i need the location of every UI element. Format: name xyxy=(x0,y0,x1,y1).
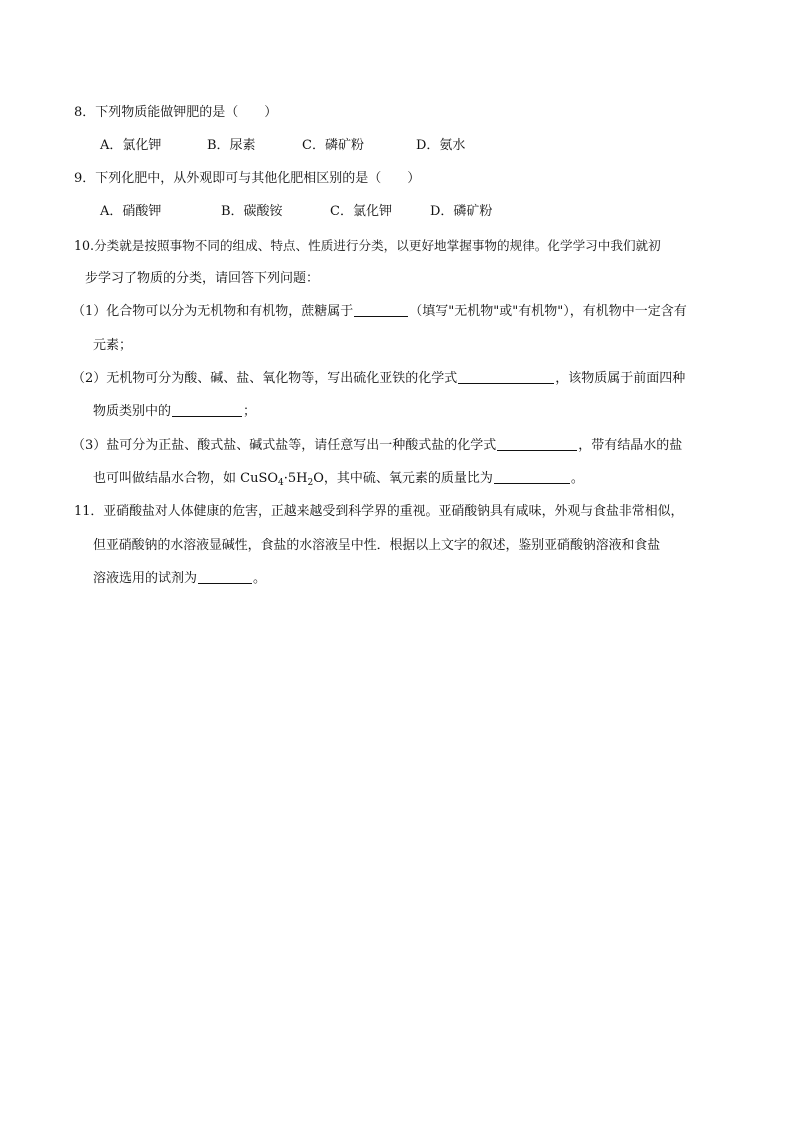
q10-part3-text-b: ，带有结晶水的盐 xyxy=(578,438,683,453)
question-10-intro-line1: 10.分类就是按照事物不同的组成、特点、性质进行分类，以更好地掌握事物的规律。化学学习中我们就初 xyxy=(74,238,661,253)
q10-part1-line1 xyxy=(72,302,687,322)
q10-part1-text-b: （填写"无机物"或"有机物"），有机物中一定含有 xyxy=(409,304,687,319)
answer-blank-substance-category[interactable] xyxy=(172,402,242,417)
q10-part2-text-b: ，该物质属于前面四种 xyxy=(555,371,686,386)
q10-part2-text-a: （2）无机物可分为酸、碱、盐、氧化物等，写出硫化亚铁的化学式 xyxy=(72,371,458,386)
q9-option-c: C．氯化钾 xyxy=(330,204,392,219)
q8-option-b: B．尿素 xyxy=(207,138,256,153)
q10-part2-text-c: 物质类别中的 xyxy=(93,404,172,419)
q9-option-b: B．碳酸铵 xyxy=(221,204,283,219)
q10-part3-text-e: 。 xyxy=(570,471,584,486)
answer-blank-mass-ratio[interactable] xyxy=(494,469,570,484)
q10-part2-line2 xyxy=(93,402,256,422)
q10-part3-text-a: （3）盐可分为正盐、酸式盐、碱式盐等，请任意写出一种酸式盐的化学式 xyxy=(72,438,497,453)
question-8-stem: 8．下列物质能做钾肥的是（ ） xyxy=(74,105,278,120)
q8-option-a: A．氯化钾 xyxy=(100,138,162,153)
answer-blank-sucrose-class[interactable] xyxy=(354,302,408,317)
answer-blank-reagent[interactable] xyxy=(198,569,252,584)
formula-subscript: 4 xyxy=(278,478,284,488)
question-10-intro-line2: 步学习了物质的分类，请回答下列问题： xyxy=(85,271,320,286)
question-11-line1: 11．亚硝酸盐对人体健康的危害，正越来越受到科学界的重视。亚硝酸钠具有咸味，外观与食盐非常相似， xyxy=(74,504,684,519)
q10-part3-line1 xyxy=(72,436,682,456)
q10-part2-line1 xyxy=(72,369,685,389)
q10-part2-text-d: ； xyxy=(243,404,257,419)
q10-part1-text-a: （1）化合物可以分为无机物和有机物，蔗糖属于 xyxy=(72,304,354,319)
q9-option-a: A．硝酸钾 xyxy=(100,204,162,219)
q11-text-b: 。 xyxy=(253,571,267,586)
q10-part1-line2: 元素； xyxy=(93,338,133,353)
q10-part3-line2 xyxy=(93,469,584,493)
q11-text-a: 溶液选用的试剂为 xyxy=(93,571,198,586)
q10-part3-text-d: O，其中硫、氧元素的质量比为 xyxy=(313,471,493,486)
question-11-line3 xyxy=(93,569,266,589)
q10-part3-text-c: 也可叫做结晶水合物，如 CuSO xyxy=(93,471,279,486)
answer-blank-ferrous-sulfide-formula[interactable] xyxy=(458,369,554,384)
formula-hydrate-dot: ·5H xyxy=(283,471,308,486)
question-9-stem: 9．下列化肥中，从外观即可与其他化肥相区别的是（ ） xyxy=(74,171,421,186)
q8-option-d: D．氨水 xyxy=(416,138,466,153)
formula-subscript: 2 xyxy=(307,478,314,488)
question-11-line2: 但亚硝酸钠的水溶液显碱性，食盐的水溶液呈中性．根据以上文字的叙述，鉴别亚硝酸钠溶液和食盐 xyxy=(93,538,661,553)
q9-option-d: D．磷矿粉 xyxy=(430,204,493,219)
q8-option-c: C．磷矿粉 xyxy=(302,138,364,153)
answer-blank-acid-salt-formula[interactable] xyxy=(497,436,577,451)
